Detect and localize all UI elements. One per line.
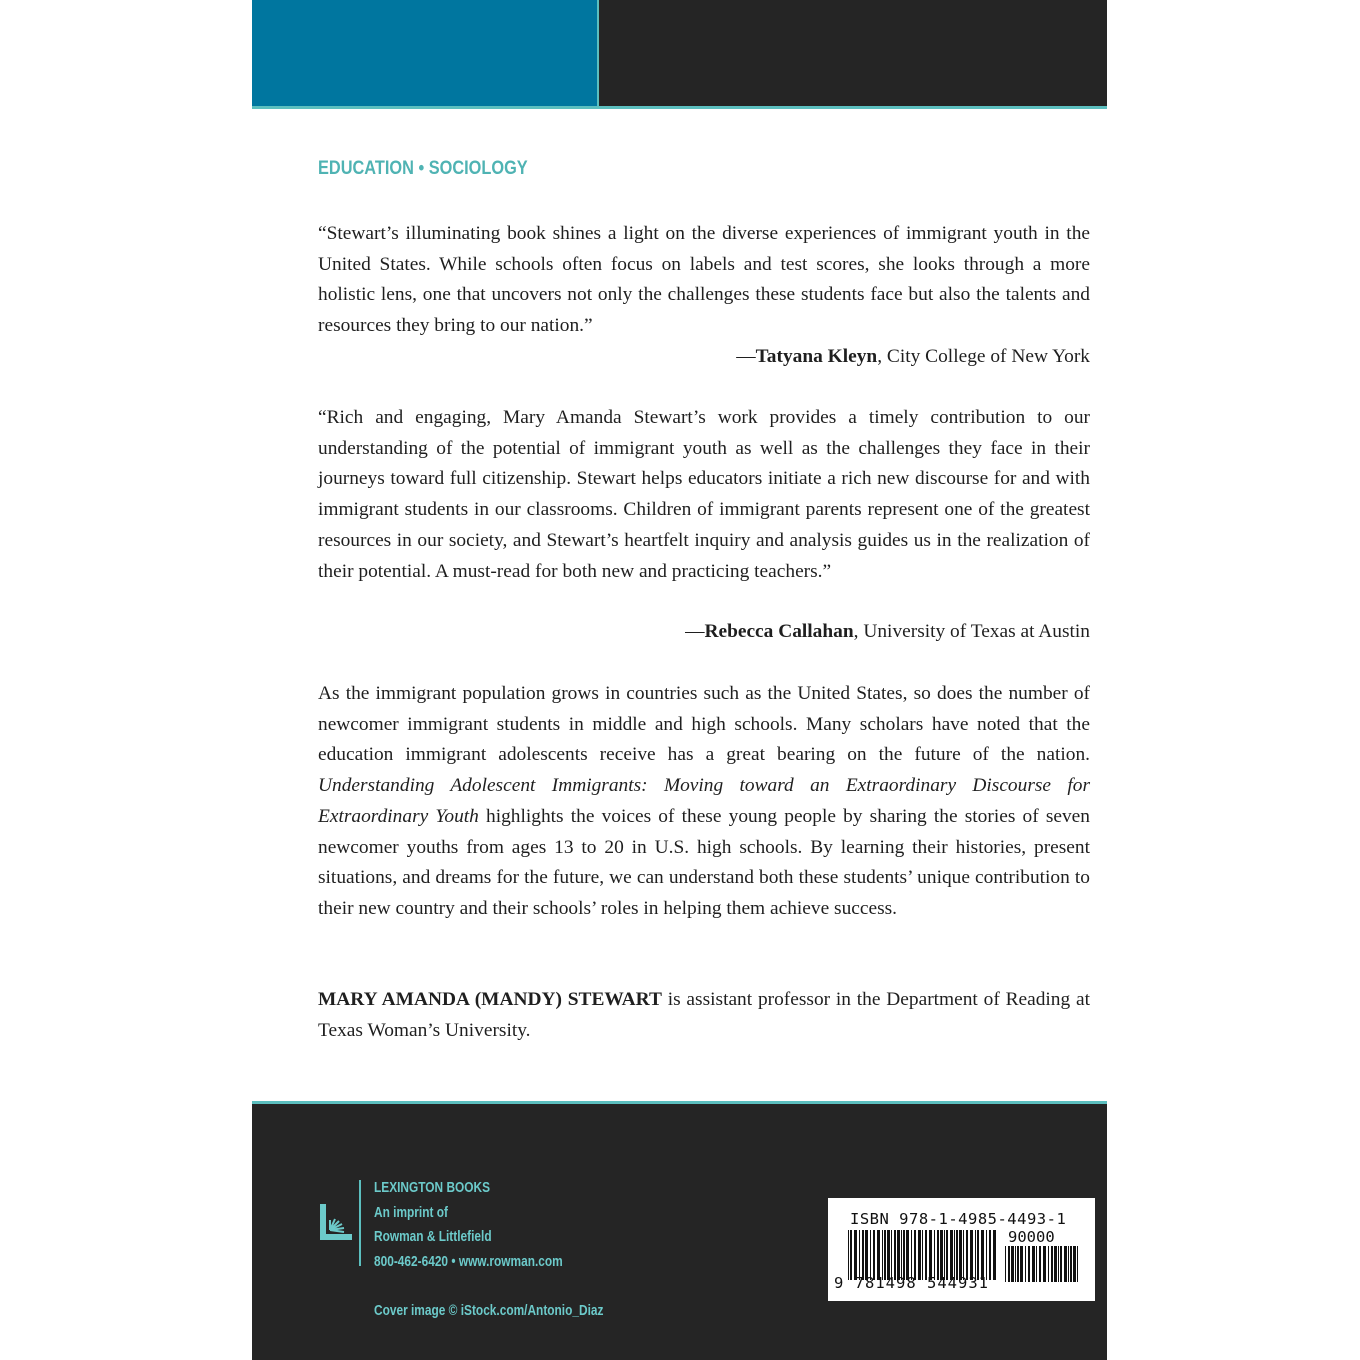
isbn-label: ISBN 978-1-4985-4493-1 xyxy=(850,1210,1067,1228)
publisher-imprint-line: An imprint of xyxy=(374,1205,448,1221)
attribution-dash: — xyxy=(736,346,756,367)
top-teal-block xyxy=(252,0,597,106)
quote-callahan: “Rich and engaging, Mary Amanda Stewart’s work provides a timely contribution to our understanding of the potential of immigrant youth as well as the challenges they face in their journeys toward full citizenship. Stewart helps educators initiate a rich new discourse for and with immigrant students in our classrooms. Children of immigrant parents represent one of the greatest resources in our society, and Stewart’s heartfelt inquiry and analysis guides us in the realization of their potential. A must-read for both new and practicing teachers.” xyxy=(318,407,1090,582)
book-description xyxy=(318,679,1090,925)
attribution-author: Tatyana Kleyn xyxy=(755,346,878,367)
attribution-affiliation: , City College of New York xyxy=(877,346,1090,367)
barcode-digits: 9 781498 544931 xyxy=(834,1274,989,1292)
author-bio-text: is assistant professor in the Department of Reading at Texas Woman’s University. xyxy=(318,989,1090,1041)
attribution-dash: — xyxy=(685,621,705,642)
author-name: MARY AMANDA (MANDY) STEWART xyxy=(318,989,662,1010)
attribution-affiliation: , University of Texas at Austin xyxy=(853,621,1090,642)
description-intro: As the immigrant population grows in countries such as the United States, so does the number of newcomer immigrant students in middle and high schools. Many scholars have noted that the education immigrant adolescents receive has a great bearing on the future of the nation. xyxy=(318,683,1090,766)
barcode-bars xyxy=(848,1230,996,1280)
quote-callahan-attribution xyxy=(390,617,1090,647)
description-body: highlights the voices of these young people by sharing the stories of seven newcomer youths from ages 13 to 20 in U.S. high schools. By learning their histories, present situations, and dreams for the future, we can understand both these students’ unique contribution to their new country and their schools’ roles in helping them achieve success. xyxy=(318,805,1090,919)
publisher-divider xyxy=(359,1180,361,1266)
barcode-addon-bars xyxy=(1005,1246,1080,1282)
publisher-parent: Rowman & Littlefield xyxy=(374,1229,492,1245)
top-accent-line xyxy=(252,106,1107,109)
category-label: EDUCATION • SOCIOLOGY xyxy=(318,158,528,179)
book-back-cover xyxy=(252,0,1107,1360)
isbn-barcode xyxy=(828,1198,1095,1301)
author-bio xyxy=(318,985,1090,1046)
price-code: 90000 xyxy=(1008,1228,1055,1246)
cover-image-credit: Cover image © iStock.com/Antonio_Diaz xyxy=(374,1303,604,1319)
top-band-divider xyxy=(597,0,599,106)
quote-kleyn-attribution xyxy=(390,342,1090,372)
quote-kleyn: “Stewart’s illuminating book shines a light on the diverse experiences of immigrant youth in the United States. While schools often focus on labels and test scores, she looks through a more holistic lens, one that uncovers not only the challenges these students face but also the talents and resources they bring to our nation.” xyxy=(318,223,1090,337)
lexington-logo-icon xyxy=(318,1200,354,1242)
attribution-author: Rebecca Callahan xyxy=(704,621,854,642)
publisher-name: LEXINGTON BOOKS xyxy=(374,1180,491,1196)
top-band xyxy=(252,0,1107,108)
book-title: Understanding Adolescent Immigrants: Moving toward an Extraordinary Discourse for Extraordinary Youth xyxy=(318,775,1090,827)
publisher-contact: 800-462-6420 • www.rowman.com xyxy=(374,1254,563,1270)
